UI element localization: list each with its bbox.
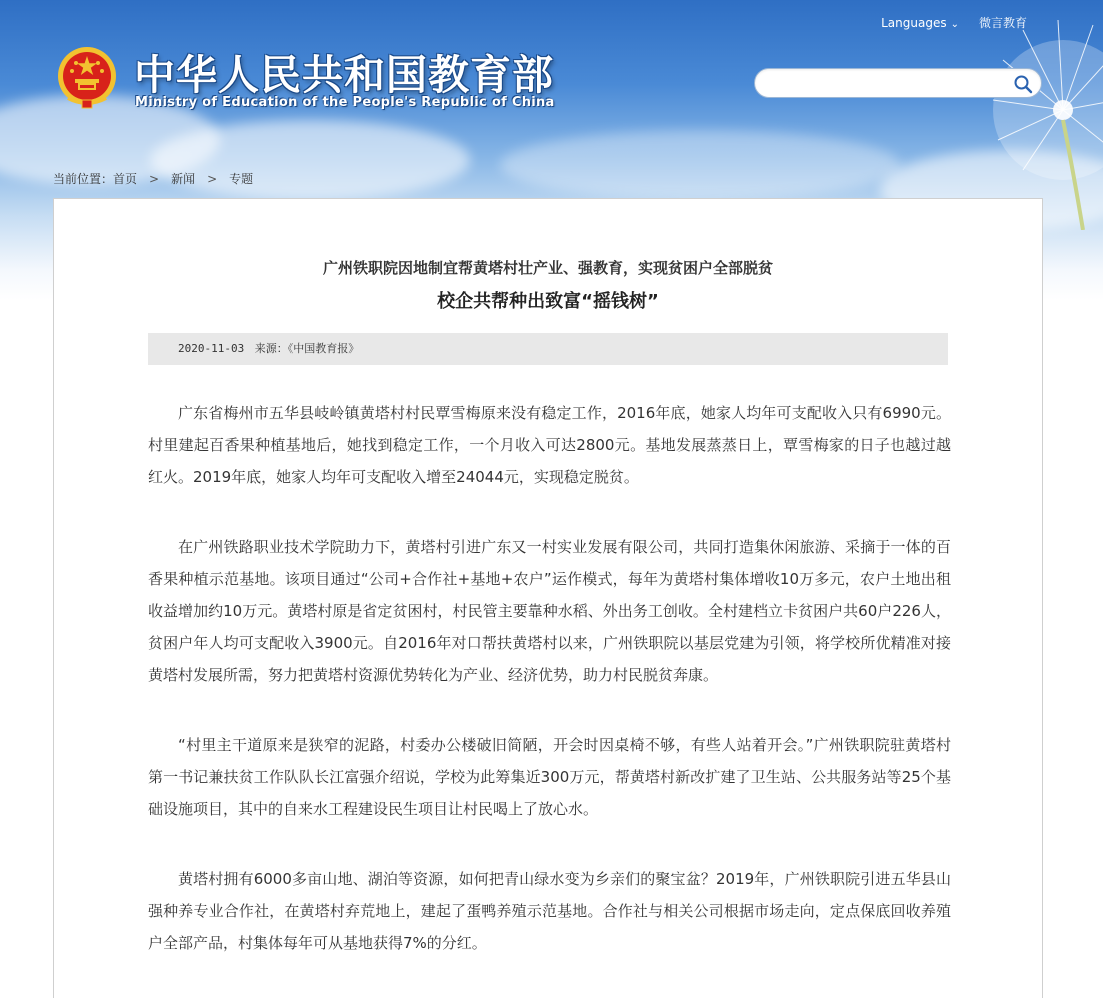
article-paragraph: “村里主干道原来是狭窄的泥路，村委办公楼破旧简陋，开会时因桌椅不够，有些人站着开会。”广州铁职院驻黄塔村第一书记兼扶贫工作队队长江富强介绍说，学校为此筹集近300万元，帮黄塔村新改扩建了卫生站、公共服务站等25个基础设施项目，其中的自来水工程建设民生项目让村民喝上了放心水。 bbox=[148, 736, 951, 818]
breadcrumb bbox=[53, 170, 253, 187]
search-box bbox=[754, 68, 1042, 98]
article-subtitle: 广州铁职院因地制宜帮黄塔村壮产业、强教育，实现贫困户全部脱贫 bbox=[322, 259, 773, 277]
national-emblem-icon[interactable] bbox=[56, 46, 118, 110]
dandelion-decoration bbox=[963, 0, 1103, 230]
article-source: 来源：《中国教育报》 bbox=[254, 342, 360, 355]
languages-menu[interactable] bbox=[881, 16, 959, 30]
breadcrumb-home[interactable]: 首页 bbox=[113, 172, 138, 186]
article-body bbox=[148, 397, 951, 997]
article-meta-bar bbox=[148, 333, 948, 365]
site-title-chinese[interactable]: 中华人民共和国教育部 bbox=[134, 51, 554, 99]
site-title-english[interactable]: Ministry of Education of the People's Republic of China bbox=[135, 95, 555, 110]
article-card bbox=[53, 198, 1043, 998]
chevron-right-icon: > bbox=[149, 171, 160, 186]
breadcrumb-prefix: 当前位置： bbox=[53, 172, 114, 186]
wechat-link[interactable]: 微言教育 bbox=[978, 16, 1027, 30]
article-headline: 校企共帮种出致富“摇钱树” bbox=[437, 291, 659, 312]
breadcrumb-topics[interactable]: 专题 bbox=[229, 172, 254, 186]
cloud-decoration bbox=[150, 120, 470, 200]
languages-label: Languages bbox=[881, 15, 947, 30]
search-icon[interactable] bbox=[1013, 74, 1033, 94]
article-date: 2020-11-03 bbox=[178, 342, 245, 355]
breadcrumb-news[interactable]: 新闻 bbox=[171, 172, 196, 186]
search-input[interactable] bbox=[769, 73, 1003, 95]
top-links bbox=[881, 14, 1027, 31]
article-paragraph: 广东省梅州市五华县岐岭镇黄塔村村民覃雪梅原来没有稳定工作，2016年底，她家人均年可支配收入只有6990元。村里建起百香果种植基地后，她找到稳定工作，一个月收入可达2800元。基地发展蒸蒸日上，覃雪梅家的日子也越过越红火。2019年底，她家人均年可支配收入增至24044元，实现稳定脱贫。 bbox=[148, 404, 951, 486]
cloud-decoration bbox=[500, 130, 900, 200]
chevron-down-icon: ⌄ bbox=[950, 18, 959, 30]
article-paragraph: 黄塔村拥有6000多亩山地、湖泊等资源，如何把青山绿水变为乡亲们的聚宝盆？2019年，广州铁职院引进五华县山强种养专业合作社，在黄塔村弃荒地上，建起了蛋鸭养殖示范基地。合作社与相关公司根据市场走向，定点保底回收养殖户全部产品，村集体每年可从基地获得7%的分红。 bbox=[148, 870, 951, 952]
article-paragraph: 在广州铁路职业技术学院助力下，黄塔村引进广东又一村实业发展有限公司，共同打造集休闲旅游、采摘于一体的百香果种植示范基地。该项目通过“公司+合作社+基地+农户”运作模式，每年为黄塔村集体增收10万多元，农户土地出租收益增加约10万元。黄塔村原是省定贫困村，村民管主要靠种水稻、外出务工创收。全村建档立卡贫困户共60户226人，贫困户年人均可支配收入3900元。自2016年对口帮扶黄塔村以来，广州铁职院以基层党建为引领，将学校所优精准对接黄塔村发展所需，努力把黄塔村资源优势转化为产业、经济优势，助力村民脱贫奔康。 bbox=[148, 538, 951, 684]
chevron-right-icon: > bbox=[207, 171, 218, 186]
